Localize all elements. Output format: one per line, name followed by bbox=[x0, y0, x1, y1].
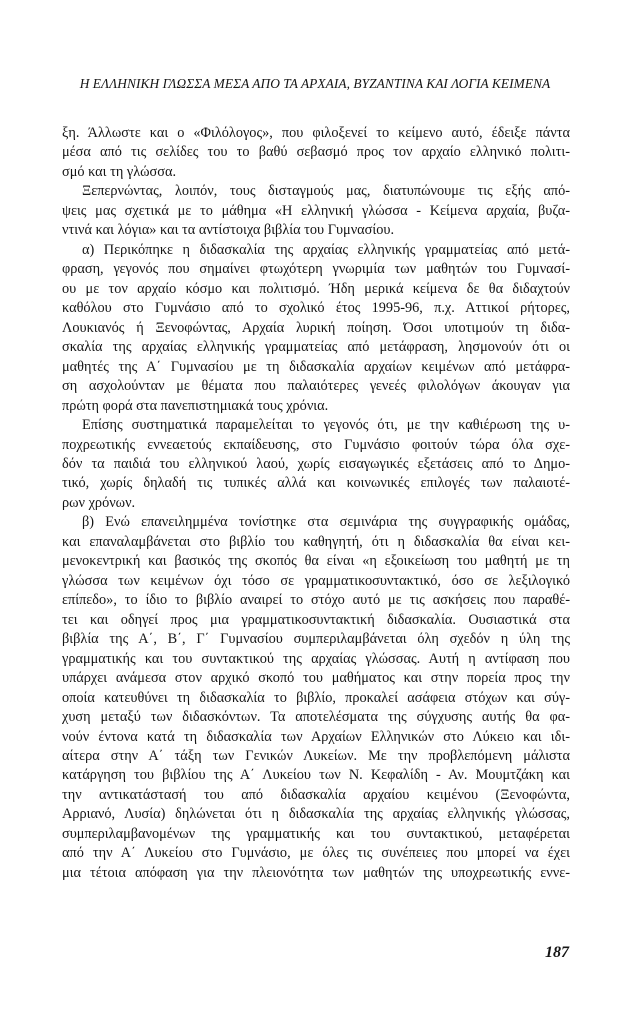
text-line: σκαλία της αρχαίας ελληνικής γραμματείας από μετάφραση, λησμονούν ότι οι bbox=[62, 339, 570, 356]
text-line: φραση, γεγονός που σημαίνει φτωχότερη γνωριμία των μαθητών του Γυμνασί- bbox=[62, 261, 570, 278]
text-line: μαθητές της Α΄ Γυμνασίου με τη διδασκαλία αρχαίων κειμένων από μετάφρα- bbox=[62, 358, 570, 375]
text-line: Ξεπερνώντας, λοιπόν, τους δισταγμούς μας, διατυπώνουμε τις εξής από- bbox=[82, 183, 570, 200]
text-line: υπάρχει ανάμεσα στον αρχικό σκοπό του μαθήματος και στην πορεία προς την bbox=[62, 670, 570, 687]
text-line: μενοκεντρική και βασικός της σκοπός θα είναι «η εξοικείωση του μαθητή με τη bbox=[62, 553, 570, 570]
text-line: και επαναλαμβάνεται στο βιβλίο του καθηγητή, ότι η διδασκαλία θα είναι κει- bbox=[62, 533, 570, 550]
text-line: ση ασχολούνταν με θέματα που παλαιότερες γενεές φιλολόγων άκουγαν για bbox=[62, 378, 570, 395]
text-line: ρων χρόνων. bbox=[62, 494, 136, 511]
text-line: αίτερα στην Α΄ τάξη των Γενικών Λυκείων. Με την προβλεπόμενη μάλιστα bbox=[62, 748, 570, 764]
text-line: μια τέτοια απόφαση για την πλειονότητα των μαθητών της υποχρεωτικής εννε- bbox=[62, 864, 570, 881]
text-line: επίπεδο», το ίδιο το βιβλίο αναιρεί το στόχο αυτό με τις ασκήσεις που παραθέ- bbox=[62, 592, 570, 609]
text-line: καθόλου στο Γυμνάσιο από το σχολικό έτος 1995-96, π.χ. Αττικοί ρήτορες, bbox=[62, 300, 570, 317]
text-line: Επίσης συστηματικά παραμελείται το γεγονός ότι, με την καθιέρωση της υ- bbox=[82, 417, 570, 434]
text-line: γραμματικής και του συντακτικού της αρχαίας γλώσσας. Αυτή η αντίφαση που bbox=[62, 650, 570, 667]
text-line: ου με τον αρχαίο κόσμο και πολιτισμό. Ήδη μερικά κείμενα δε θα διδαχτούν bbox=[62, 280, 570, 297]
text-line: οποία κατευθύνει τη διδασκαλία το βιβλίο, προκαλεί ασάφεια στόχων και σύγ- bbox=[62, 689, 570, 706]
text-line: μέσα από τις σελίδες του το βαθύ σεβασμό προς τον αρχαίο ελληνικό πολιτι- bbox=[62, 144, 570, 161]
text-line: ψεις μας σχετικά με το μάθημα «Η ελληνική γλώσσα - Κείμενα αρχαία, βυζα- bbox=[62, 202, 570, 219]
text-line: Λουκιανός ή Ξενοφώντας, Αρχαία λυρική ποίηση. Όσοι υποτιμούν τη διδα- bbox=[62, 319, 570, 336]
text-line: Αρριανό, Λυσία) δηλώνεται ότι η διδασκαλία της αρχαίας ελληνικής γλώσσας, bbox=[62, 806, 570, 823]
text-line: συμπεριλαμβανομένων της γραμματικής και του συντακτικού, μεταφέρεται bbox=[62, 825, 570, 842]
text-line: πρώτη φορά στα πανεπιστημιακά τους χρόνια. bbox=[62, 397, 329, 414]
text-line: την αντικατάστασή του από διδασκαλία αρχαίου κειμένου (Ξενοφώντα, bbox=[62, 786, 570, 803]
running-header: Η ΕΛΛΗΝΙΚΗ ΓΛΩΣΣΑ ΜΕΣΑ ΑΠΟ ΤΑ ΑΡΧΑΙΑ, ΒΥΖΑΝΤΙΝΑ ΚΑΙ ΛΟΓΙΑ ΚΕΙΜΕΝΑ bbox=[79, 76, 551, 91]
text-line: α) Περικόπηκε η διδασκαλία της αρχαίας ελληνικής γραμματείας από μετά- bbox=[82, 241, 570, 258]
text-line: σμό και τη γλώσσα. bbox=[62, 163, 177, 180]
text-line: νούν έντονα κατά τη διδασκαλία των Αρχαίων Ελληνικών στο Λύκειο και ιδι- bbox=[62, 728, 570, 745]
text-line: τικό, χωρίς δηλαδή τις τυπικές αλλά και κοινωνικές επιλογές των παλαιοτέ- bbox=[62, 475, 570, 492]
text-line: β) Ενώ επανειλημμένα τονίστηκε στα σεμινάρια της συγγραφικής ομάδας, bbox=[82, 514, 570, 531]
body-text bbox=[62, 124, 570, 883]
text-line: δόν τα παιδιά του ελληνικού λαού, χωρίς εισαγωγικές εξετάσεις από το Δημο- bbox=[62, 455, 570, 472]
text-line: γλώσσα των κειμένων όχι τόσο σε γραμματικοσυντακτικό, όσο σε λεξιλογικό bbox=[62, 572, 570, 589]
text-line: ντινά και λόγια» και τα αντίστοιχα βιβλία του Γυμνασίου. bbox=[62, 222, 395, 239]
text-line: ποχρεωτικής εννεαετούς εκπαίδευσης, στο Γυμνάσιο φοιτούν τώρα όλα σχε- bbox=[62, 436, 570, 453]
text-line: ξη. Άλλωστε και ο «Φιλόλογος», που φιλοξενεί το κείμενο αυτό, έδειξε πάντα bbox=[62, 125, 570, 141]
text-line: χυση μεταξύ των διδασκόντων. Τα αποτελέσματα της σύγχυσης αυτής θα φα- bbox=[62, 709, 570, 726]
page-number: 187 bbox=[545, 944, 569, 961]
text-line: τει και οδηγεί προς μια γραμματικοσυντακτική διδασκαλία. Ουσιαστικά στα bbox=[62, 611, 570, 628]
text-line: βιβλία της Α΄, Β΄, Γ΄ Γυμνασίου συμπεριλαμβάνεται όλη σχεδόν η ύλη της bbox=[62, 631, 570, 648]
text-line: κατάργηση του βιβλίου της Α΄ Λυκείου των Ν. Κεφαλίδη - Αν. Μουμτζάκη και bbox=[62, 767, 570, 784]
text-line: από την Α΄ Λυκείου στο Γυμνάσιο, με όλες τις συνέπειες που μπορεί να έχει bbox=[62, 845, 570, 862]
